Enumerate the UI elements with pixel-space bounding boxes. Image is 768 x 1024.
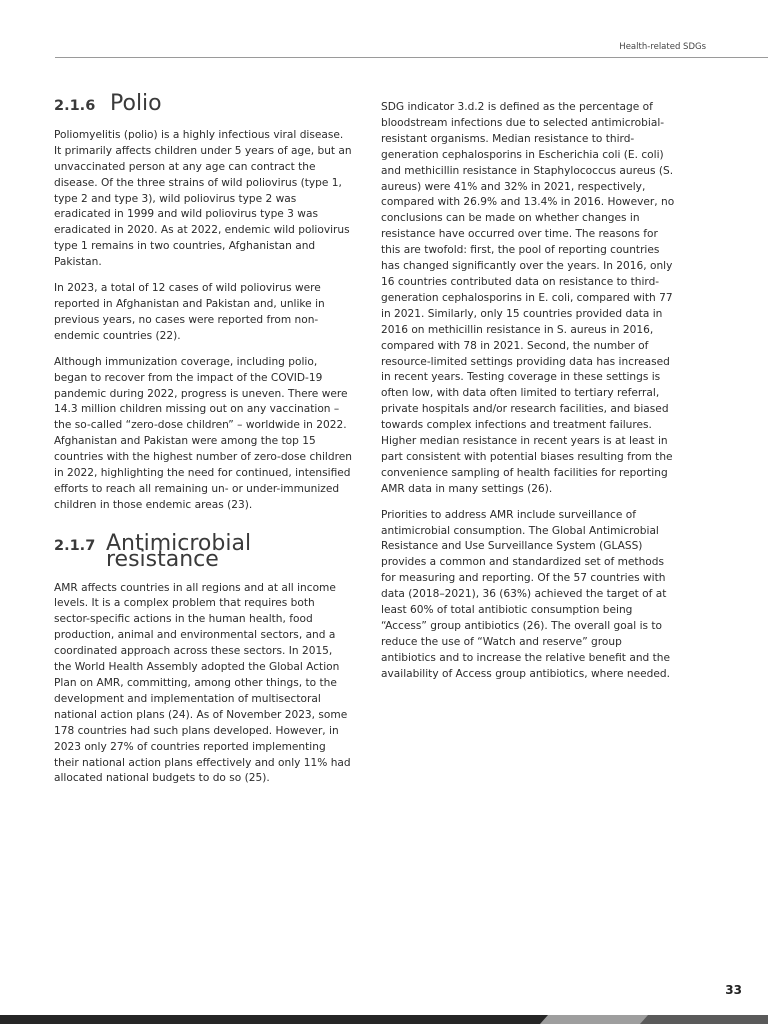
paragraph: In 2023, a total of 12 cases of wild poliovirus were reported in Afghanistan and Pakistan and, unlike in previous years, no cases were reported from non-endemic countries (22). — [54, 282, 325, 342]
paragraph: Poliomyelitis (polio) is a highly infectious viral disease. It primarily affects children under 5 years of age, but an unvaccinated person at any age can contract the disease. Of the three strains of wild poliovirus (type 1, type 2 and type 3), wild poliovirus type 2 was eradicated in 1999 and wild poliovirus type 3 was eradicated in 2020. As at 2022, endemic wild poliovirus type 1 remains in two countries, Afghanistan and Pakistan. — [54, 128, 352, 269]
running-header: Health-related SDGs — [619, 42, 706, 52]
footer-accent — [540, 1015, 650, 1024]
paragraph: SDG indicator 3.d.2 is defined as the percentage of bloodstream infections due to selected antimicrobial-resistant organisms. Median resistance to third-generation cephalosporins in Escherichia coli (E. coli) and methicillin resistance in Staphylococcus aureus (S. aureus) were 41% and 32% in 2021, respectively, compared with 26.9% and 13.4% in 2016. However, no conclusions can be made on whether changes in resistance have occurred over time. The reasons for this are twofold: first, the pool of reporting countries has changed significantly over the years. In 2016, only 16 countries contributed data on resistance to third-generation cephalosporins in E. coli, compared with 77 in 2021. Similarly, only 15 countries provided data in 2016 on methicillin resistance in S. aureus in 2016, compared with 78 in 2021. Second, the number of resource-limited settings providing data has increased in recent years. Testing coverage in these settings is often low, with data often limited to tertiary referral, private hospitals and/or research facilities, and biased towards complex infections and treatment failures. Higher median resistance in recent years is at least in part consistent with potential biases resulting from the convenience sampling of health facilities for reporting AMR data in many settings (26). — [381, 101, 675, 495]
header-rule — [55, 57, 768, 58]
section-title: Polio — [110, 91, 162, 116]
section-heading-polio — [54, 91, 352, 116]
right-column — [381, 100, 679, 693]
footer-accent — [640, 1015, 768, 1024]
page-number: 33 — [725, 983, 742, 997]
paragraph: Although immunization coverage, including polio, began to recover from the impact of the COVID-19 pandemic during 2022, progress is uneven. There were 14.3 million children missing out on any vaccination – the so-called “zero-dose children” – worldwide in 2022. Afghanistan and Pakistan were among the top 15 countries with the highest number of zero-dose children in 2022, highlighting the need for continued, intensified efforts to reach all remaining un- or under-immunized children in those endemic areas (23). — [54, 355, 352, 511]
left-column — [54, 91, 352, 797]
paragraph: Priorities to address AMR include surveillance of antimicrobial consumption. The Global Antimicrobial Resistance and Use Surveillance System (GLASS) provides a common and standardized set of methods for measuring and reporting. Of the 57 countries with data (2018–2021), 36 (63%) achieved the target of at least 60% of total antibiotic consumption being “Access” group antibiotics (26). The overall goal is to reduce the use of “Watch and reserve” group antibiotics and to increase the relative benefit and the availability of Access group antibiotics, where needed. — [381, 508, 671, 680]
section-title: Antimicrobial resistance — [106, 530, 252, 572]
section-number: 2.1.6 — [54, 98, 96, 114]
section-number: 2.1.7 — [54, 537, 96, 554]
paragraph: AMR affects countries in all regions and at all income levels. It is a complex problem that requires both sector-specific actions in the human health, food production, animal and environmental sectors, and a coordinated approach across these sectors. In 2015, the World Health Assembly adopted the Global Action Plan on AMR, committing, among other things, to the development and implementation of multisectoral national action plans (24). As of November 2023, some 178 countries had such plans developed. However, in 2023 only 27% of countries reported implementing their national action plans effectively and only 11% had allocated national budgets to do so (25). — [54, 581, 351, 785]
section-heading-amr — [54, 530, 352, 572]
